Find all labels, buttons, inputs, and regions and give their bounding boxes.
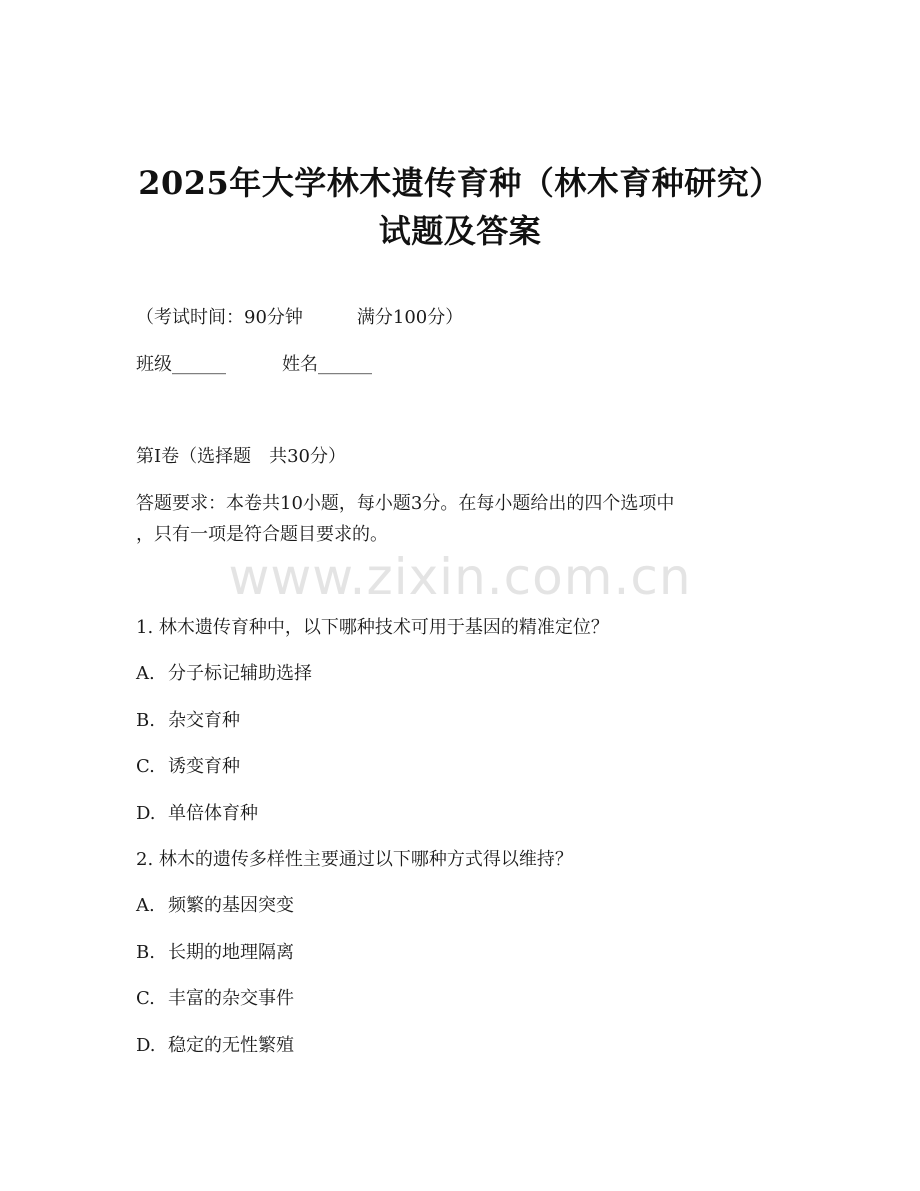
- exam-info: （考试时间：90分钟 满分100分）: [136, 307, 464, 328]
- option-item: [136, 659, 312, 685]
- option-label: C.: [136, 756, 155, 777]
- option-label: A.: [136, 663, 155, 684]
- option-text: 诱变育种: [168, 756, 240, 777]
- question-stem: 1. 林木遗传育种中，以下哪种技术可用于基因的精准定位？: [136, 617, 609, 638]
- option-item: [136, 752, 240, 778]
- instructions-line2: ，只有一项是符合题目要求的。: [136, 524, 388, 545]
- section-heading: 第I卷（选择题 共30分）: [136, 446, 347, 467]
- class-field: 班级______: [136, 354, 226, 375]
- question-stem: 2. 林木的遗传多样性主要通过以下哪种方式得以维持？: [136, 849, 573, 870]
- option-text: 杂交育种: [168, 710, 240, 731]
- option-label: B.: [136, 710, 155, 731]
- option-text: 长期的地理隔离: [168, 942, 294, 963]
- instructions-line1: 答题要求：本卷共10小题，每小题3分。在每小题给出的四个选项中: [136, 493, 675, 514]
- option-text: 频繁的基因突变: [168, 895, 294, 916]
- option-item: [136, 799, 258, 825]
- option-item: [136, 706, 240, 732]
- option-text: 稳定的无性繁殖: [168, 1035, 294, 1056]
- option-item: [136, 891, 294, 917]
- option-label: A.: [136, 895, 155, 916]
- name-field: 姓名______: [282, 354, 372, 375]
- option-text: 单倍体育种: [168, 803, 258, 824]
- option-label: B.: [136, 942, 155, 963]
- document-title-line1: 2025年大学林木遗传育种（林木育种研究）: [138, 164, 782, 202]
- option-item: [136, 938, 294, 964]
- option-text: 丰富的杂交事件: [168, 988, 294, 1009]
- option-label: C.: [136, 988, 155, 1009]
- option-label: D.: [136, 803, 156, 824]
- option-text: 分子标记辅助选择: [168, 663, 312, 684]
- option-label: D.: [136, 1035, 156, 1056]
- document-title-line2: 试题及答案: [378, 212, 542, 250]
- option-item: [136, 984, 294, 1010]
- watermark: www.zixin.com.cn: [228, 548, 692, 606]
- option-item: [136, 1031, 294, 1057]
